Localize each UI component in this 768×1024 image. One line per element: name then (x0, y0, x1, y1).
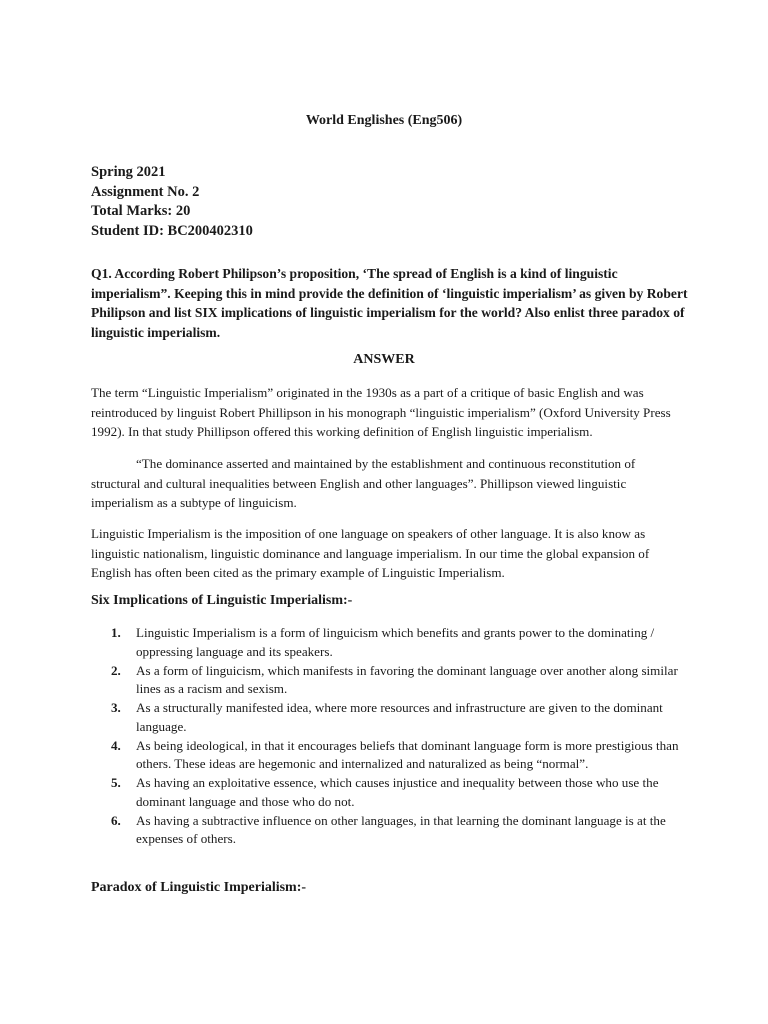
assignment-meta (91, 163, 253, 241)
paragraph-intro: The term “Linguistic Imperialism” originated in the 1930s as a part of a critique of basic English and was reintroduced by linguist Robert Phillipson in his monograph “linguistic imperialism” (Oxford University Press 1992). In that study Phillipson offered this working definition of English linguistic imperialism. (91, 385, 671, 440)
assignment-number: Assignment No. 2 (91, 183, 200, 200)
list-item (91, 699, 691, 736)
student-id: Student ID: BC200402310 (91, 222, 253, 239)
list-item (91, 812, 691, 849)
implications-list (91, 624, 691, 849)
list-item-text: As a form of linguicism, which manifests in favoring the dominant language over another along similar lines as a racism and sexism. (136, 662, 678, 696)
paragraph-definition-quote: “The dominance asserted and maintained by the establishment and continuous reconstitution of structural and cultural inequalities between English and other languages”. Phillipson viewed linguistic imperialism as a subtype of linguicism. (91, 456, 636, 511)
implications-heading: Six Implications of Linguistic Imperialism:- (91, 593, 353, 608)
list-item-text: As having an exploitative essence, which causes injustice and inequality between those who use the dominant language and those who do not. (136, 775, 659, 809)
list-item (91, 774, 691, 811)
list-item-number: 4. (111, 737, 121, 753)
list-item-text: Linguistic Imperialism is a form of linguicism which benefits and grants power to the dominating / oppressing language and its speakers. (136, 625, 655, 659)
question-text: Q1. According Robert Philipson’s proposition, ‘The spread of English is a kind of linguistic imperialism”. Keeping this in mind provide the definition of ‘linguistic imperialism’ as given by Robert Philipson and list SIX implications of linguistic imperialism for the world? Also enlist three paradox of linguistic imperialism. (91, 266, 688, 340)
list-item-number: 2. (111, 662, 121, 678)
list-item (91, 662, 691, 699)
list-item-number: 5. (111, 775, 121, 790)
list-item-text: As being ideological, in that it encourages beliefs that dominant language form is more prestigious than others. These ideas are hegemonic and internalized and naturalized as being “normal”. (136, 737, 679, 771)
paragraph-explanation: Linguistic Imperialism is the imposition of one language on speakers of other language. It is also know as linguistic nationalism, linguistic dominance and language imperialism. In our time the global expansion of English has often been cited as the primary example of Linguistic Imperialism. (91, 526, 650, 581)
answer-heading: ANSWER (353, 352, 415, 367)
list-item (91, 737, 691, 774)
list-item-number: 1. (111, 625, 121, 640)
total-marks: Total Marks: 20 (91, 203, 191, 219)
semester: Spring 2021 (91, 164, 166, 180)
paradox-heading: Paradox of Linguistic Imperialism:- (91, 880, 307, 895)
list-item-number: 3. (111, 700, 121, 715)
list-item-text: As a structurally manifested idea, where more resources and infrastructure are given to the dominant language. (136, 700, 663, 734)
list-item-text: As having a subtractive influence on other languages, in that learning the dominant language is at the expenses of others. (136, 812, 666, 846)
course-title: World Englishes (Eng506) (305, 113, 463, 128)
list-item (91, 624, 691, 661)
list-item-number: 6. (111, 812, 121, 828)
